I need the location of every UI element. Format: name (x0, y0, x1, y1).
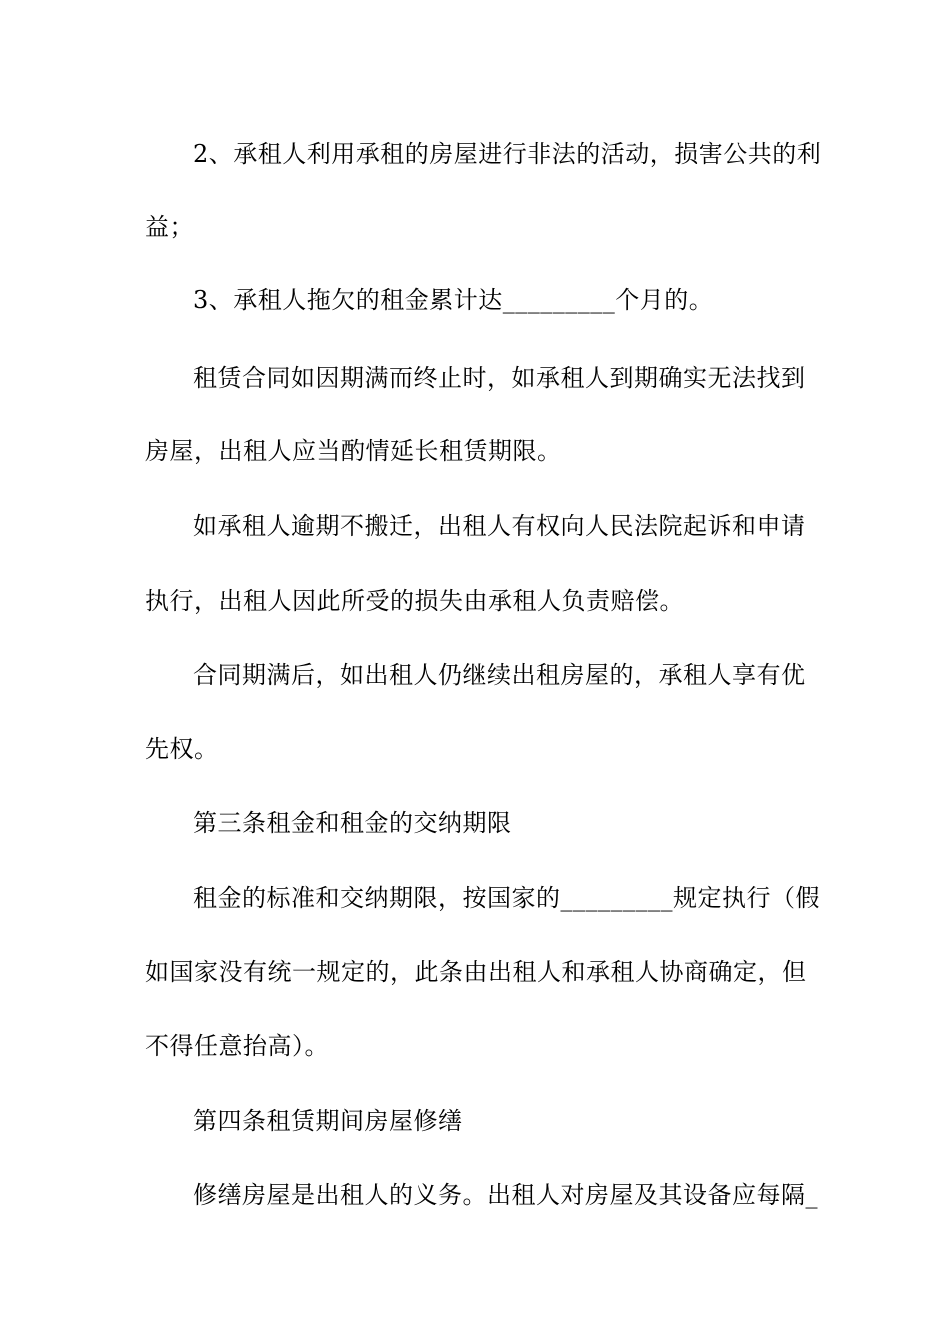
paragraph-line: 2、承租人利用承租的房屋进行非法的活动，损害公共的利 (193, 140, 822, 168)
paragraph-line: 益； (145, 213, 194, 241)
paragraph-line: 执行，出租人因此所受的损失由承租人负责赔偿。 (145, 587, 684, 615)
paragraph-line: 先权。 (145, 735, 219, 763)
paragraph-line: 租赁合同如因期满而终止时，如承租人到期确实无法找到 (193, 364, 806, 392)
section-heading: 第四条租赁期间房屋修缮 (193, 1107, 463, 1135)
section-heading: 第三条租金和租金的交纳期限 (193, 809, 512, 837)
paragraph-line: 修缮房屋是出租人的义务。出租人对房屋及其设备应每隔_ (193, 1181, 818, 1209)
paragraph-line: 3、承租人拖欠的租金累计达_________个月的。 (193, 286, 714, 314)
paragraph-line: 不得任意抬高）。 (145, 1032, 329, 1060)
paragraph-line: 如国家没有统一规定的，此条由出租人和承租人协商确定，但 (145, 958, 807, 986)
paragraph-line: 如承租人逾期不搬迁，出租人有权向人民法院起诉和申请 (193, 512, 806, 540)
paragraph-line: 租金的标准和交纳期限，按国家的_________规定执行（假 (193, 884, 820, 912)
paragraph-line: 房屋，出租人应当酌情延长租赁期限。 (145, 437, 562, 465)
paragraph-line: 合同期满后，如出租人仍继续出租房屋的，承租人享有优 (193, 661, 806, 689)
